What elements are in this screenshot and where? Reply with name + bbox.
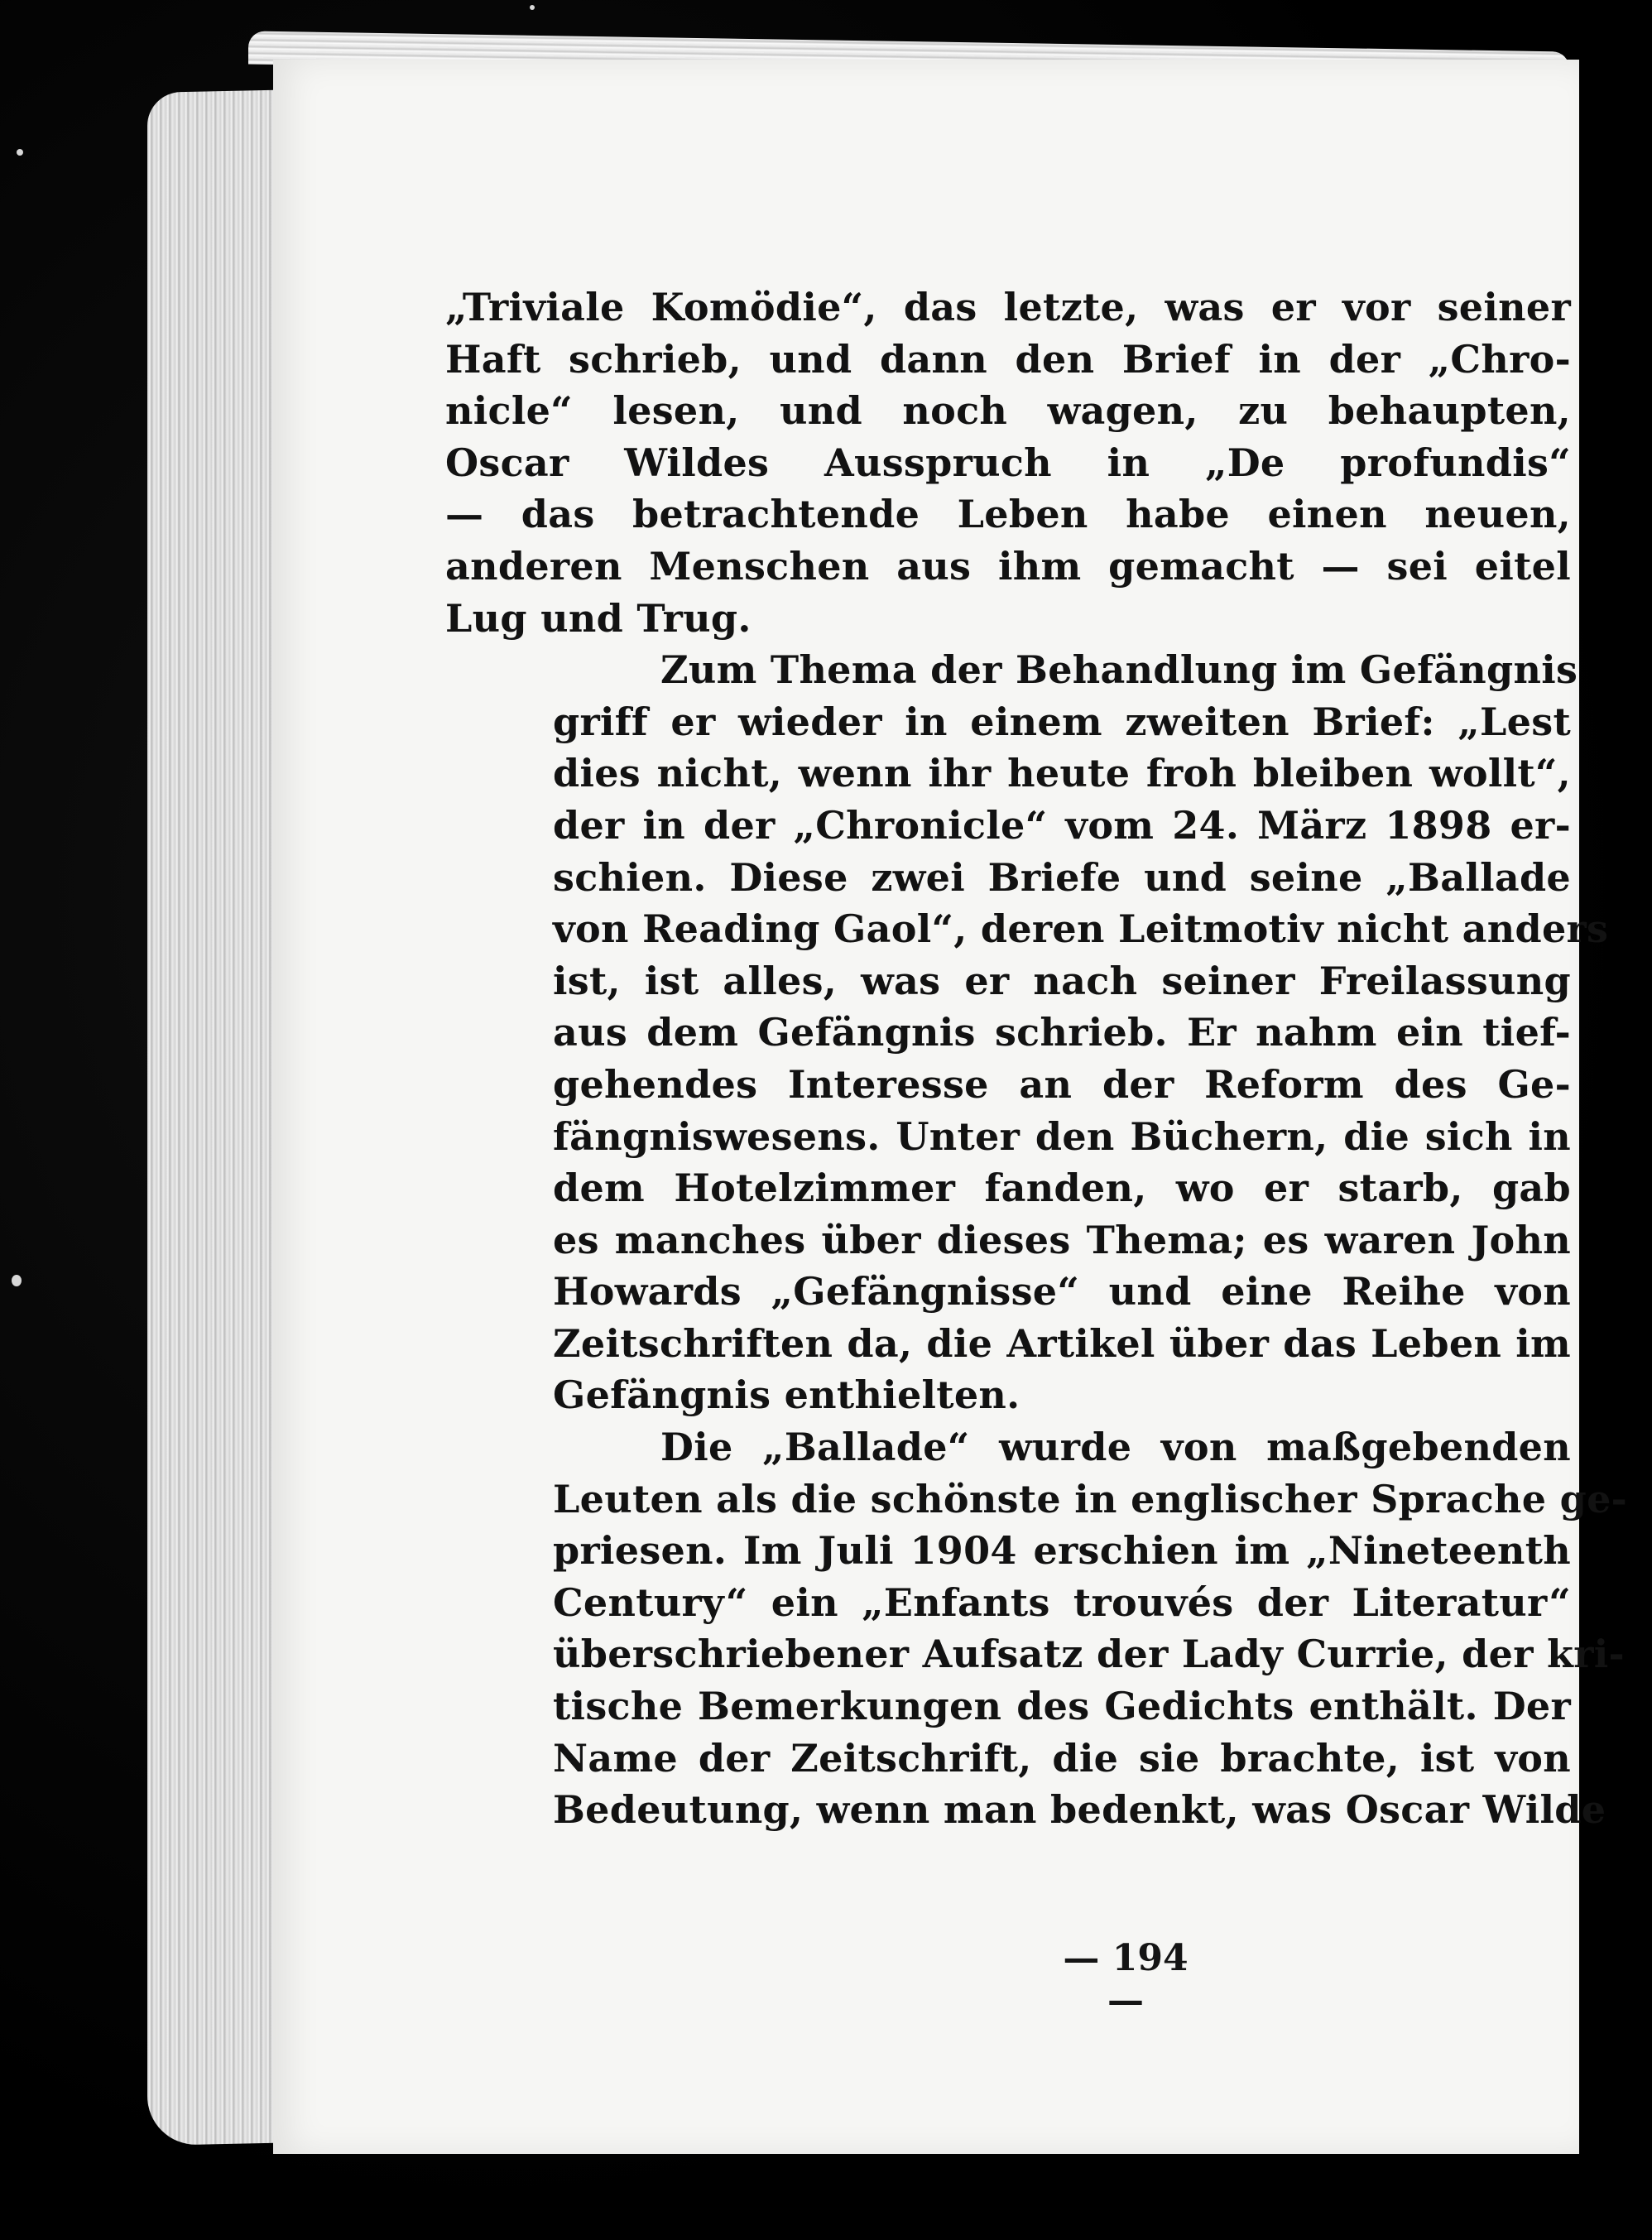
text-line: Century“ ein „Enfants trouvés der Literatur“	[553, 1579, 1571, 1625]
text-line: Howards „Gefängnisse“ und eine Reihe von	[553, 1269, 1571, 1315]
paragraph-2	[445, 644, 1609, 1421]
text-line: Zum Thema der Behandlung im Gefängnis	[660, 647, 1578, 693]
text-line: gehendes Interesse an der Reform des Ge-	[553, 1061, 1571, 1107]
paragraph-1	[445, 281, 1571, 644]
text-line: überschriebener Aufsatz der Lady Currie, der kri-	[553, 1632, 1625, 1677]
text-line: fängniswesens. Unter den Büchern, die sich in	[553, 1113, 1571, 1159]
text-line: von Reading Gaol“, deren Leitmotiv nicht anders	[553, 906, 1609, 952]
text-line: tische Bemerkungen des Gedichts enthält. Der	[553, 1684, 1571, 1729]
scan-speck	[17, 149, 23, 156]
text-line: schien. Diese zwei Briefe und seine „Ballade	[553, 854, 1571, 900]
scan-speck	[530, 5, 535, 10]
text-line: nicle“ lesen, und noch wagen, zu behaupten,	[445, 388, 1571, 434]
text-line: Leuten als die schönste in englischer Sprache ge-	[553, 1476, 1628, 1521]
text-line: Name der Zeitschrift, die sie brachte, ist von	[553, 1735, 1571, 1781]
text-line: dies nicht, wenn ihr heute froh bleiben wollt“,	[553, 751, 1571, 796]
text-line: anderen Menschen aus ihm gemacht — sei eitel	[445, 543, 1571, 589]
scan-speck	[12, 1275, 22, 1286]
text-line: es manches über dieses Thema; es waren John	[553, 1217, 1571, 1262]
text-line: Zeitschriften da, die Artikel über das Leben im	[553, 1320, 1571, 1366]
text-line: dem Hotelzimmer fanden, wo er starb, gab	[553, 1166, 1571, 1211]
body-text	[445, 281, 1628, 1836]
text-line: aus dem Gefängnis schrieb. Er nahm ein tief-	[553, 1010, 1571, 1055]
text-line: ist, ist alles, was er nach seiner Freilassung	[553, 958, 1571, 1003]
text-line: Lug und Trug.	[445, 595, 752, 641]
text-line: Bedeutung, wenn man bedenkt, was Oscar Wilde	[553, 1787, 1606, 1833]
text-line: Oscar Wildes Ausspruch in „De profundis“	[445, 440, 1571, 485]
text-line: Haft schrieb, und dann den Brief in der „Chro-	[445, 336, 1571, 382]
text-line: „Triviale Komödie“, das letzte, was er vor seiner	[445, 285, 1571, 329]
page-number: — 194 —	[1063, 1937, 1189, 2021]
paragraph-3	[445, 1421, 1628, 1836]
text-line: griff er wieder in einem zweiten Brief: „Lest	[553, 699, 1571, 744]
text-line: — das betrachtende Leben habe einen neuen,	[445, 492, 1571, 537]
text-line: priesen. Im Juli 1904 erschien im „Nineteenth	[553, 1528, 1571, 1574]
text-line: der in der „Chronicle“ vom 24. März 1898 er-	[553, 802, 1571, 848]
text-line: Gefängnis enthielten.	[553, 1372, 1020, 1418]
text-line: Die „Ballade“ wurde von maßgebenden	[660, 1425, 1571, 1470]
